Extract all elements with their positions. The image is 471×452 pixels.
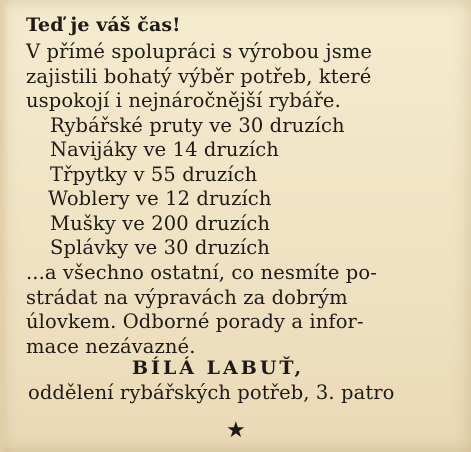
intro-line-2: zajistili bohatý výběr potřeb, které [26, 65, 372, 88]
product-item-flies: Mušky ve 200 druzích [50, 212, 271, 235]
department-line: oddělení rybářských potřeb, 3. patro [28, 381, 395, 404]
advert-heading: Teď je váš čas! [26, 14, 181, 36]
store-name: BÍLÁ LABUŤ, [132, 357, 305, 379]
star-ornament-icon: ★ [226, 418, 246, 443]
product-item-floats: Splávky ve 30 druzích [50, 236, 270, 259]
intro-line-1: V přímé spolupráci s výrobou jsme [26, 40, 373, 63]
product-item-spinners: Třpytky v 55 druzích [50, 163, 258, 186]
product-item-rods: Rybářské pruty ve 30 druzích [50, 114, 345, 137]
intro-line-3: uspokojí i nejnáročnější rybáře. [26, 89, 341, 112]
closing-line-1: ...a všechno ostatní, co nesmíte po- [26, 261, 377, 284]
closing-line-4: mace nezávazné. [26, 335, 196, 358]
closing-line-3: úlovkem. Odborné porady a infor- [26, 310, 364, 333]
closing-line-2: strádat na výpravách za dobrým [26, 286, 348, 309]
product-item-reels: Navijáky ve 14 druzích [50, 138, 279, 161]
paper-edge [0, 0, 8, 452]
product-item-wobblers: Woblery ve 12 druzích [48, 187, 272, 210]
